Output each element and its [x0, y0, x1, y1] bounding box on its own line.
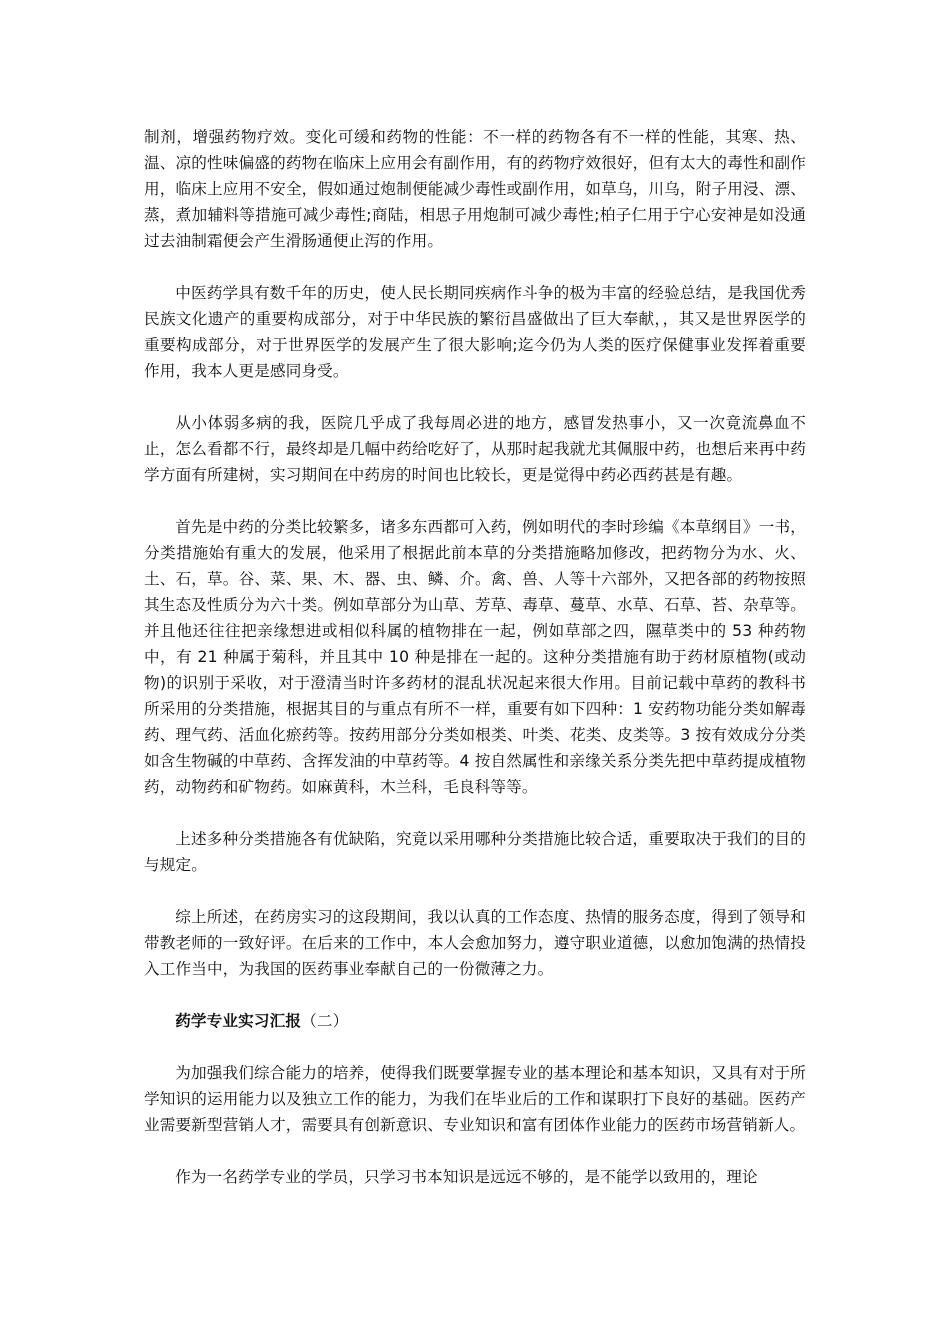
paragraph-classification: 首先是中药的分类比较繁多，诸多东西都可入药，例如明代的李时珍编《本草纲目》一书，分类措施始有重大的发展，他采用了根据此前本草的分类措施略加修改，把药物分为水、火、土、石，草。谷、菜、果、木、器、虫、鳞、介。禽、兽、人等十六部外，又把各部的药物按照其生态及性质分为六十类。例如草部分为山草、芳草、毒草、蔓草、水草、石草、苔、杂草等。并且他还往往把亲缘想进或相似科属的植物排在一起，例如草部之四，隰草类中的 53 种药物中，有 21 种属于菊科，并且其中 10 种是排在一起的。这种分类措施有助于药材原植物(或动物)的识别于采收，对于澄清当时许多药材的混乱状况起来很大作用。目前记载中草药的教科书所采用的分类措施，根据其目的与重点有所不一样，重要有如下四种：1 安药物功能分类如解毒药、理气药、活血化瘀药等。按药用部分分类如根类、叶类、花类、皮类等。3 按有效成分分类如含生物碱的中草药、含挥发油的中草药等。4 按自然属性和亲缘关系分类先把中草药提成植物药，动物药和矿物药。如麻黄科，木兰科，毛良科等等。: [144, 518, 806, 796]
paragraph-personal-experience: 从小体弱多病的我，医院几乎成了我每周必进的地方，感冒发热事小，又一次竟流鼻血不止，怎么看都不行，最终却是几幅中药给吃好了，从那时起我就尤其佩服中药，也想后来再中药学方面有所建树，实习期间在中药房的时间也比较长，更是觉得中药必西药甚是有趣。: [144, 414, 806, 484]
paragraph-student-role: 作为一名药学专业的学员，只学习书本知识是远远不够的，是不能学以致用的，理论: [175, 1168, 758, 1186]
paragraph-training-purpose: 为加强我们综合能力的培养，使得我们既要掌握专业的基本理论和基本知识，又具有对于所学知识的运用能力以及独立工作的能力，为我们在毕业后的工作和谋职打下良好的基础。医药产业需要新型营销人才，需要具有创新意识、专业知识和富有团体作业能力的医药市场营销新人。: [144, 1064, 806, 1134]
paragraph-classification-summary: 上述多种分类措施各有优缺陷，究竟以采用哪种分类措施比较合适，重要取决于我们的目的与规定。: [144, 830, 806, 874]
paragraph-processing-effects: 制剂，增强药物疗效。变化可缓和药物的性能：不一样的药物各有不一样的性能，其寒、热、温、凉的性味偏盛的药物在临床上应用会有副作用，有的药物疗效很好，但有太大的毒性和副作用，临床上应用不安全，假如通过炮制便能减少毒性或副作用，如草乌，川乌，附子用浸、漂、蒸，煮加辅料等措施可减少毒性;商陆，相思子用炮制可减少毒性;柏子仁用于宁心安神是如没通过去油制霜便会产生滑肠通便止泻的作用。: [144, 128, 806, 250]
section-heading: [144, 1008, 806, 1034]
paragraph-conclusion: 综上所述，在药房实习的这段期间，我以认真的工作态度、热情的服务态度，得到了领导和带教老师的一致好评。在后来的工作中，本人会愈加努力，遵守职业道德，以愈加饱满的热情投入工作当中，为我国的医药事业奉献自己的一份微薄之力。: [144, 908, 806, 978]
section-heading-title: 药学专业实习汇报: [175, 1012, 302, 1030]
paragraph-tcm-history: 中医药学具有数千年的历史，使人民长期同疾病作斗争的极为丰富的经验总结，是我国优秀民族文化遗产的重要构成部分，对于中华民族的繁衍昌盛做出了巨大奉献，，其又是世界医学的重要构成部分，对于世界医学的发展产生了很大影响;迄今仍为人类的医疗保健事业发挥着重要作用，我本人更是感同身受。: [144, 284, 806, 380]
document-body: [144, 124, 806, 1216]
section-heading-suffix: （二）: [301, 1012, 349, 1030]
